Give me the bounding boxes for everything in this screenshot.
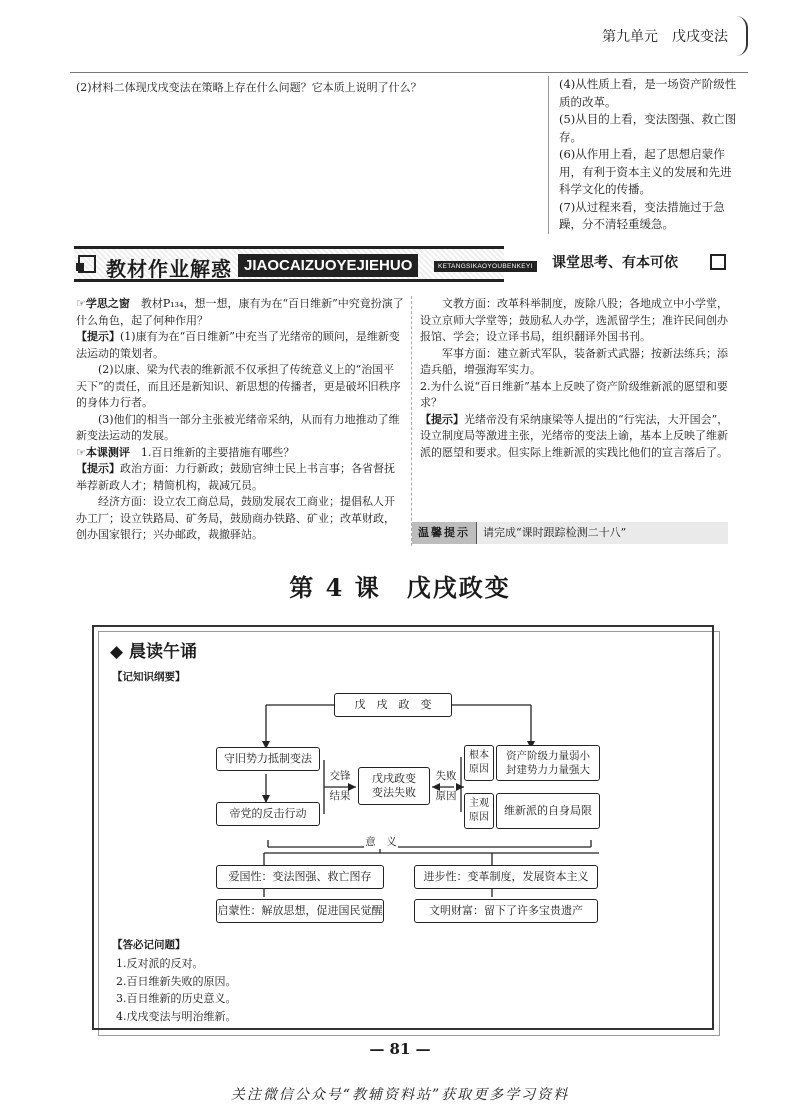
right-answer-2: 【提示】光绪帝没有采纳康梁等人提出的“行宪法，大开国会”，设立制度局等激进主张，光绪帝的变法上谕，基本上反映了维新派的愿望和要求。但实际上维新派的实践比他们的宣言落后了。 bbox=[420, 412, 729, 459]
banner-pinyin: JIAOCAIZUOYEJIEHUO bbox=[238, 254, 418, 277]
banner-square-icon bbox=[710, 254, 726, 270]
side-points bbox=[548, 76, 739, 234]
side-point: (6)从作用上看，起了思想启蒙作用，有利于资本主义的发展和先进科学文化的传播。 bbox=[559, 147, 732, 196]
diagram-root-label: 根本 原因 bbox=[464, 745, 494, 781]
header-brace bbox=[736, 16, 748, 56]
banner-square-icon bbox=[78, 255, 96, 273]
hand-pointer-icon: ☞ bbox=[76, 297, 86, 310]
diagram-root-text: 资产阶级力量弱小 封建势力力量强大 bbox=[496, 745, 600, 781]
banner-right-text: 课堂思考、有本可依 bbox=[552, 255, 678, 271]
lesson-title: 第 4 课 戊戌政变 bbox=[289, 573, 511, 602]
footer-note: 关注微信公众号“教辅资料站”获取更多学习资料 bbox=[230, 1087, 570, 1103]
diagram-subj-label: 主观 原因 bbox=[464, 793, 494, 829]
right-question-2: 2.为什么说“百日维新”基本上反映了资产阶级维新派的愿望和要求？ bbox=[420, 379, 728, 409]
side-point: (7)从过程来看，变法措施过于急躁，分不清轻重缓急。 bbox=[559, 199, 725, 231]
left-column bbox=[76, 296, 404, 544]
diagram-top-node: 戊 戌 政 变 bbox=[334, 693, 452, 717]
question-list bbox=[116, 955, 237, 1025]
banner-title: 教材作业解惑 bbox=[106, 257, 232, 281]
tip-label: 【提示】 bbox=[420, 412, 464, 426]
test-line bbox=[76, 445, 404, 462]
diagram-meaning-2: 进步性：变革制度，发展资本主义 bbox=[414, 865, 598, 889]
questions-subtitle: 【答必记问题】 bbox=[112, 939, 186, 951]
diagram-label-jieguo: 结果 bbox=[329, 790, 351, 802]
banner-small-pinyin: KETANGSIKAOYOUBENKEYI bbox=[434, 261, 537, 272]
test-answer-politics: 【提示】政治方面：力行新政；鼓励官绅士民上书言事；各省督抚举荐新政人才；精简机构，裁减冗员。 bbox=[76, 462, 395, 492]
unit-title: 第九单元 戊戌变法 bbox=[602, 29, 728, 45]
diagram-meaning-4: 文明财富：留下了许多宝贵遗产 bbox=[414, 899, 598, 923]
diagram-subj-text: 维新派的自身局限 bbox=[496, 793, 600, 829]
tip-label: 【提示】 bbox=[76, 330, 120, 343]
box-title: ◆ 晨读午诵 bbox=[110, 637, 197, 662]
warm-tip-text: 请完成“课时跟踪检测二十八” bbox=[483, 526, 627, 539]
tip-label: 【提示】 bbox=[76, 462, 120, 475]
xuesi-line bbox=[76, 296, 404, 329]
warm-tip bbox=[412, 522, 728, 544]
xuesi-head: 学思之窗 bbox=[85, 297, 130, 310]
diagram-meaning-label: 意 义 bbox=[365, 836, 397, 848]
section-banner bbox=[74, 246, 728, 282]
diagram-label-yuanyin: 原因 bbox=[435, 790, 457, 802]
diagram-label-shibai: 失败 bbox=[435, 770, 457, 782]
diagram-center-node: 戊戌政变 变法失败 bbox=[358, 767, 430, 805]
diagram-meaning-1: 爱国性：变法图强、救亡图存 bbox=[216, 865, 384, 889]
list-item: 1.反对派的反对。 bbox=[116, 957, 204, 970]
warm-tip-label: 温馨提示 bbox=[412, 522, 477, 544]
outline-subtitle: 【记知识纲要】 bbox=[112, 671, 186, 683]
diagram-left-node-2: 帝党的反击行动 bbox=[216, 802, 320, 826]
diagram-label-jiaofeng: 交锋 bbox=[329, 770, 351, 782]
xuesi-answer-3: (3)他们的相当一部分主张被光绪帝采纳，从而有力地推动了维新变法运动的发展。 bbox=[76, 412, 400, 442]
page-number: — 81 — bbox=[369, 1040, 431, 1058]
hand-pointer-icon: ☞ bbox=[76, 445, 86, 459]
diagram-meaning-3: 启蒙性：解放思想，促进国民觉醒 bbox=[216, 899, 384, 923]
question-2: (2)材料二体现戊戌变法在策略上存在什么问题？它本质上说明了什么？ bbox=[76, 81, 422, 94]
right-column bbox=[420, 296, 730, 461]
xuesi-answer-1: 【提示】(1)康有为在“百日维新”中充当了光绪帝的顾问，是维新变法运动的策划者。 bbox=[76, 330, 400, 360]
xuesi-question: 教材P₁₃₄，想一想，康有为在“百日维新”中究竟扮演了什么角色，起了何种作用？ bbox=[76, 297, 404, 327]
list-item: 3.百日维新的历史意义。 bbox=[116, 992, 237, 1005]
side-point: (4)从性质上看，是一场资产阶级性质的改革。 bbox=[559, 77, 737, 109]
test-question: 1.百日维新的主要措施有哪些？ bbox=[140, 445, 295, 459]
test-answer-economy: 经济方面：设立农工商总局，鼓励发展农工商业；提倡私人开办工厂；设立铁路局、矿务局，鼓励商办铁路、矿业；改革财政，创办国家银行；兴办邮政，裁撤驿站。 bbox=[76, 495, 395, 541]
culture-paragraph: 文教方面：改革科举制度，废除八股；各地成立中小学堂，设立京师大学堂等；鼓励私人办学，选派留学生；准许民间创办报馆、学会；设立译书局，组织翻译外国书刊。 bbox=[420, 297, 728, 343]
side-point: (5)从目的上看，变法图强、救亡图存。 bbox=[559, 112, 737, 144]
list-item: 4.戊戌变法与明治维新。 bbox=[116, 1009, 237, 1023]
header-rule bbox=[70, 72, 748, 73]
xuesi-answer-2: (2)以康、梁为代表的维新派不仅承担了传统意义上的“治国平天下”的责任，而且还是新知识、新思想的传播者，更是破坏旧秩序的身体力行者。 bbox=[76, 363, 401, 409]
diagram-left-node-1: 守旧势力抵制变法 bbox=[216, 747, 320, 771]
reading-box bbox=[92, 625, 714, 1030]
test-head: 本课测评 bbox=[85, 445, 130, 459]
military-paragraph: 军事方面：建立新式军队，装备新式武器；按新法练兵；添造兵船，增强海军实力。 bbox=[420, 346, 728, 376]
list-item: 2.百日维新失败的原因。 bbox=[116, 974, 237, 988]
column-divider bbox=[411, 296, 412, 546]
banner-main bbox=[74, 246, 533, 282]
